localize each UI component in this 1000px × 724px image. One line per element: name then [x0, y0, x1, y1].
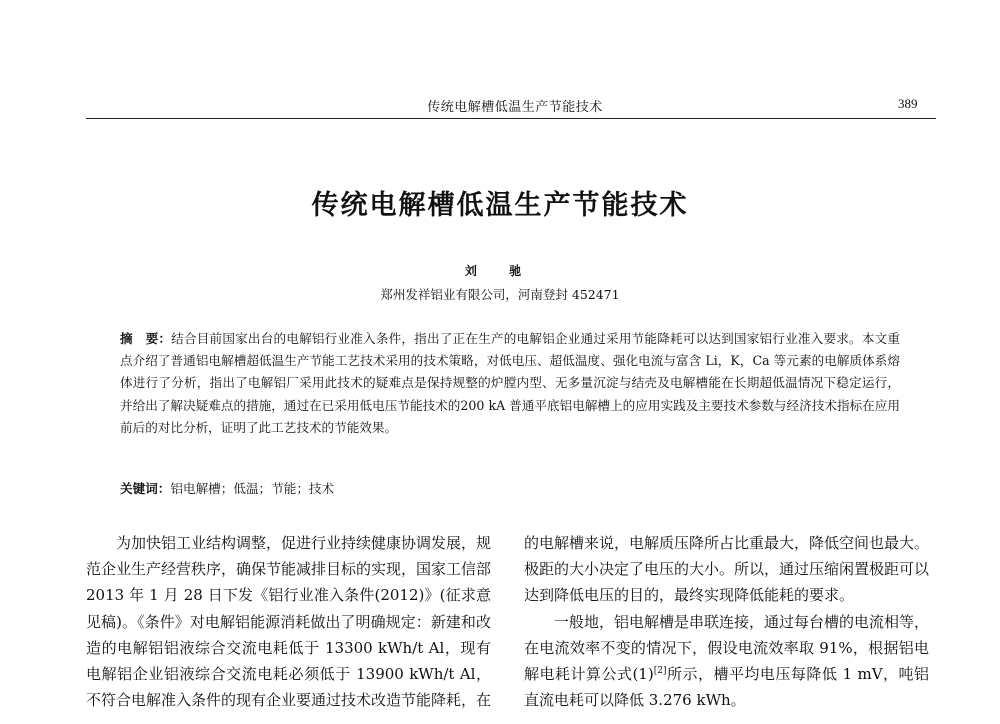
keywords-text: 铝电解槽；低温；节能；技术	[170, 481, 335, 496]
affiliation: 郑州发祥铝业有限公司，河南登封 452471	[380, 287, 620, 302]
body-paragraph: 为加快铝工业结构调整，促进行业持续健康协调发展，规范企业生产经营秩序，确保节能减排目标的实现，国家工信部 2013 年 1 月 28 日下发《铝行业准入条件(2012)》(征求意见稿)。《条件》对电解铝能源消耗做出了明确规定：新建和改造的电解铝铝液综合交流电耗低于 13300 kWh/t Al，现有电解铝企业铝液综合交流电耗必须低于 13900 kWh/t Al，不符合电解准入条件的现有企业要通过技术改造节能降耗，在	[86, 534, 492, 710]
page-number: 389	[898, 96, 918, 111]
body-paragraph	[524, 609, 929, 714]
header-rule	[86, 118, 936, 119]
body-text: 所示，槽平均电压每降低 1 mV，吨铝直流电耗可以降低 3.276 kWh。	[524, 665, 930, 710]
body-paragraph: 的电解槽来说，电解质压降所占比重最大，降低空间也最大。极距的大小决定了电压的大小。所以，通过压缩闲置极距可以达到降低电压的目的，最终实现降低能耗的要求。	[524, 534, 930, 605]
keywords-label: 关键词：	[120, 481, 171, 496]
keywords	[120, 478, 900, 497]
body-right-column	[524, 530, 929, 713]
running-title: 传统电解槽低温生产节能技术	[427, 100, 603, 115]
abstract-label: 摘 要：	[120, 331, 172, 346]
running-header	[0, 96, 1000, 116]
author: 刘 驰	[464, 264, 536, 278]
article-title: 传统电解槽低温生产节能技术	[311, 190, 689, 221]
abstract	[120, 328, 900, 439]
body-text: 一般地，铝电解槽是串联连接，通过每台槽的电流相等，在电流效率不变的情况下，假设电流效率取 91%，根据铝电解电耗计算公式(1)	[524, 612, 930, 684]
citation-ref: [2]	[653, 666, 667, 677]
abstract-text: 结合目前国家出台的电解铝行业准入条件，指出了正在生产的电解铝企业通过采用节能降耗可以达到国家铝行业准入要求。本文重点介绍了普通铝电解槽超低温生产节能工艺技术采用的技术策略，对低电压、超低温度、强化电流与富含 Li，K，Ca 等元素的电解质体系熔体进行了分析，指出了电解铝厂采用此技术的疑难点是保持规整的炉膛内型、无多量沉淀与结壳及电解槽能在长期超低温情况下稳定运行，并给出了解决疑难点的措施，通过在已采用低电压节能技术的200 kA 普通平底铝电解槽上的应用实践及主要技术参数与经济技术指标在应用前后的对比分析，证明了此工艺技术的节能效果。	[120, 331, 901, 435]
body-left-column	[86, 530, 491, 713]
